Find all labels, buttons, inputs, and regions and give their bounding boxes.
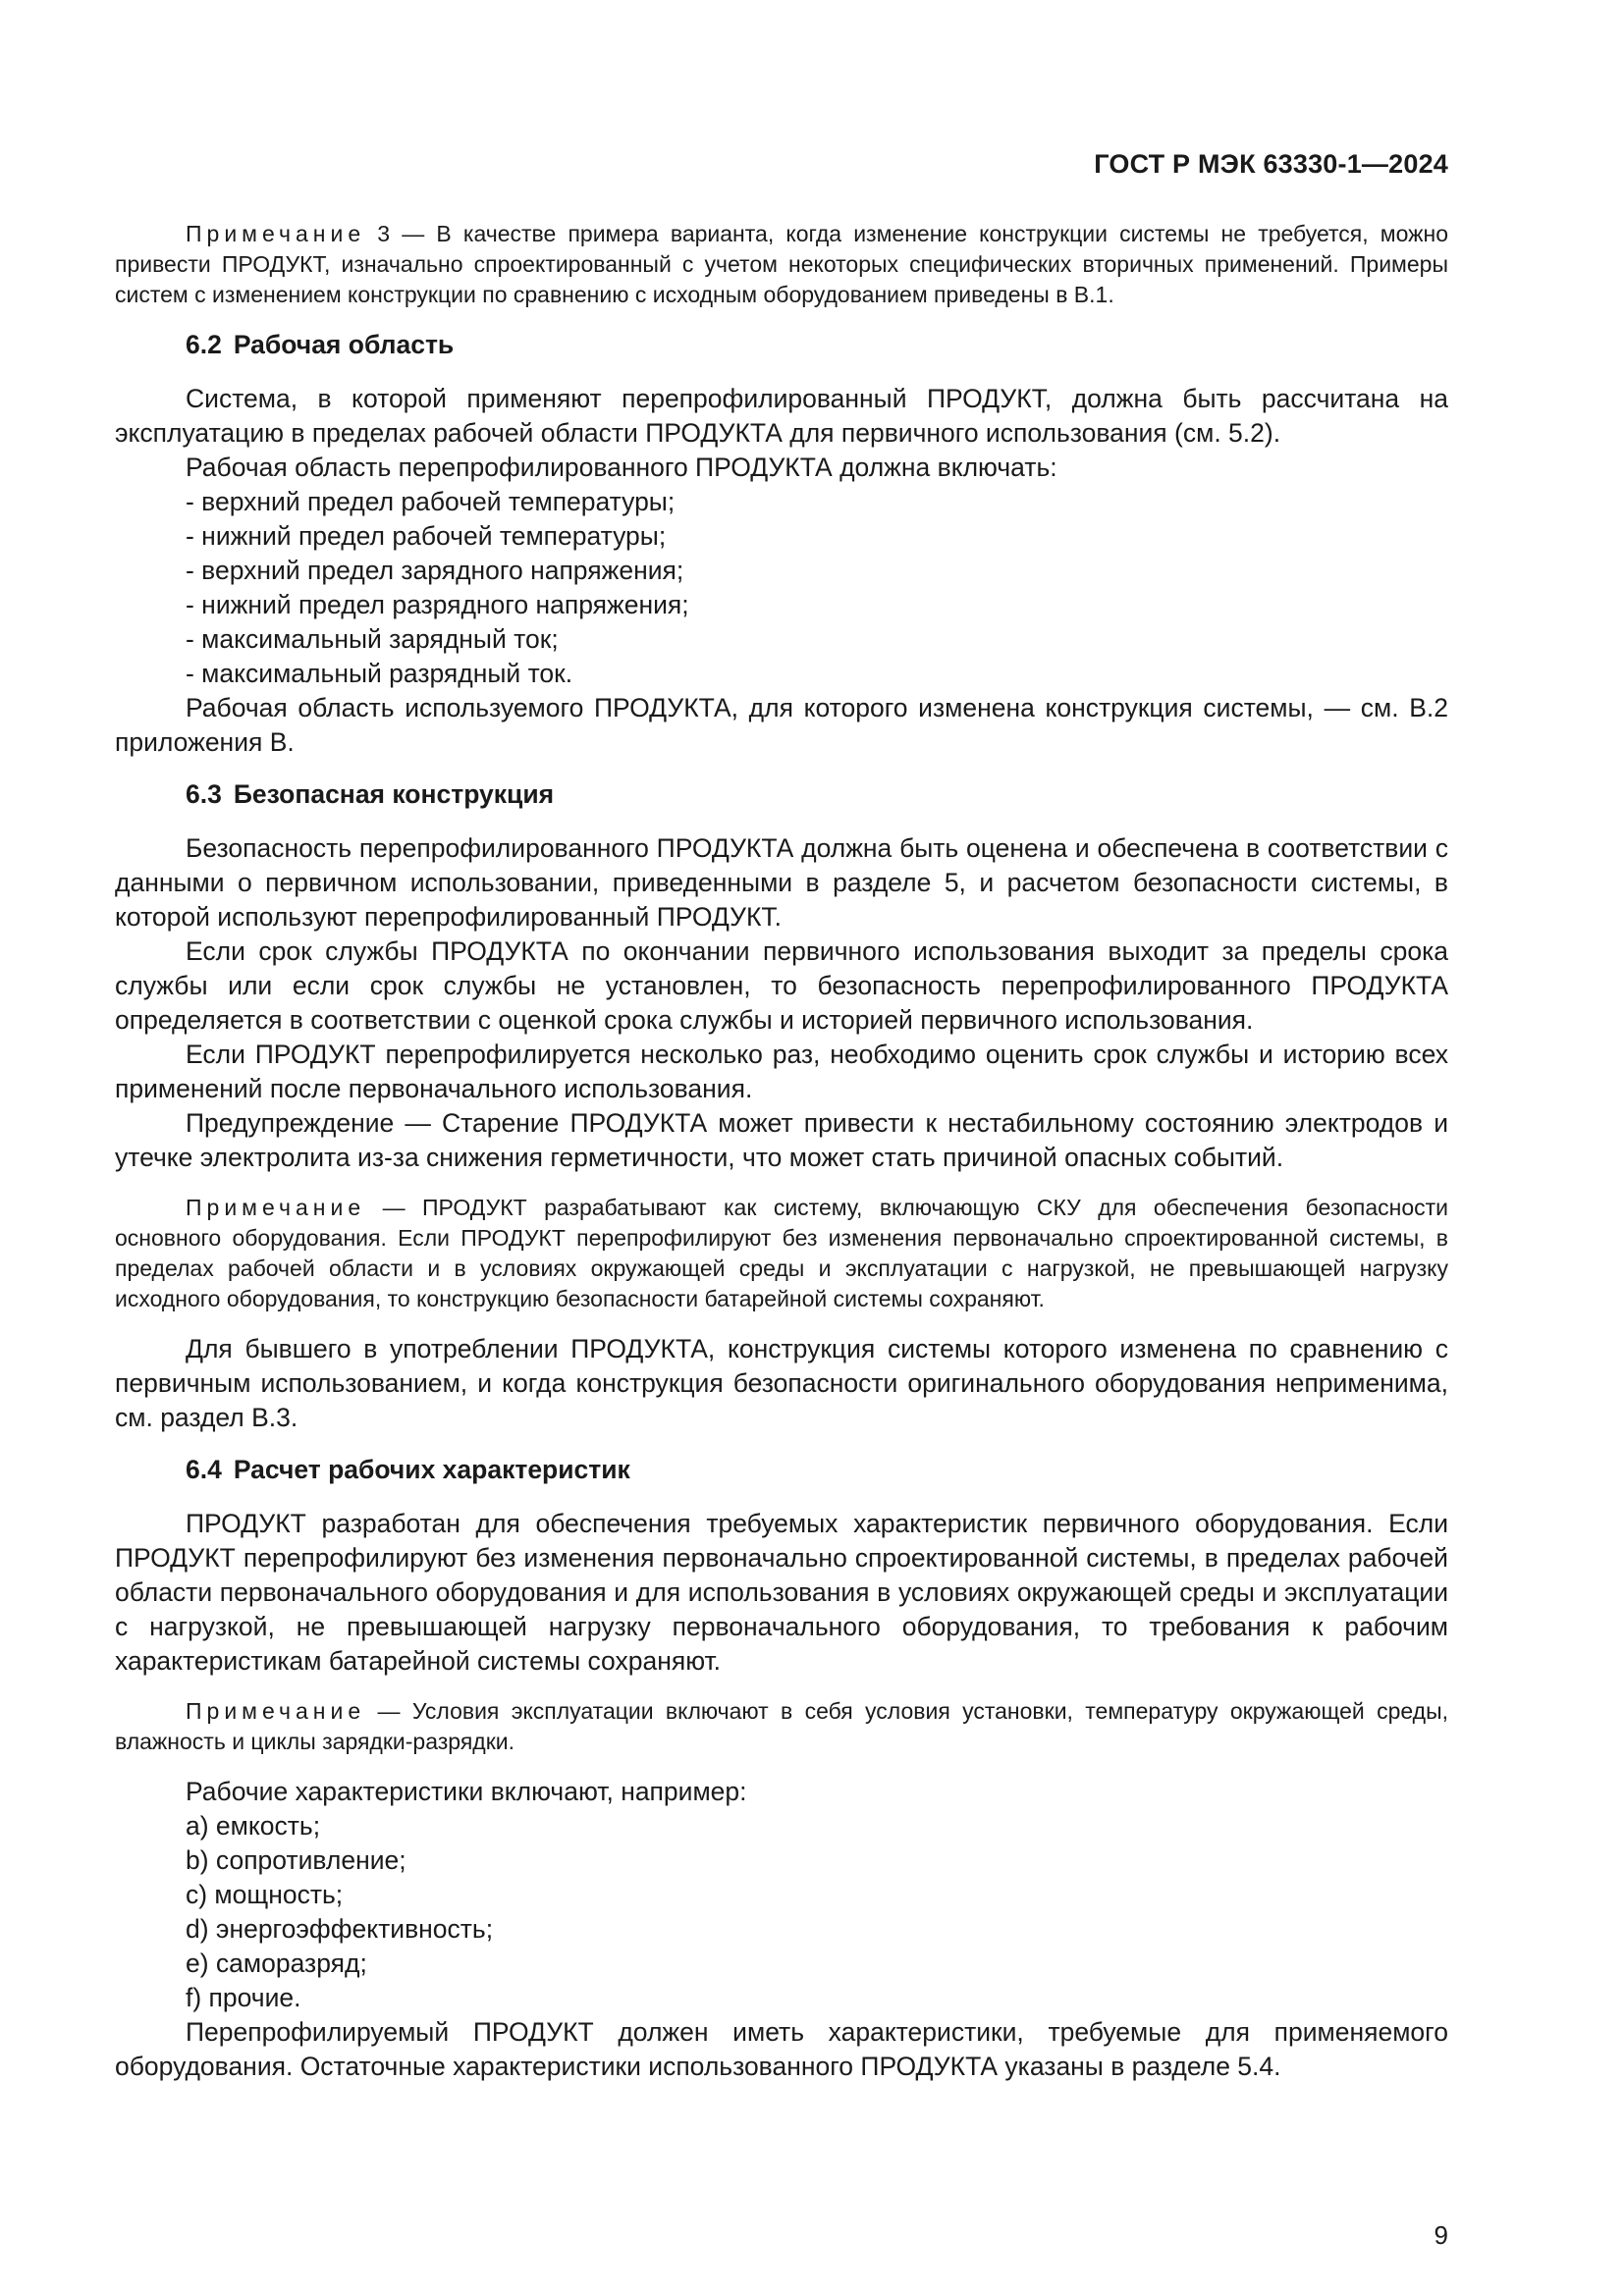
section-title: Безопасная конструкция xyxy=(233,779,555,809)
list-item: e) саморазряд; xyxy=(186,1949,367,1978)
section-title: Рабочая область xyxy=(233,330,455,359)
paragraph: Рабочая область перепрофилированного ПРОДУКТА должна включать: xyxy=(186,453,1057,482)
warning-paragraph: Предупреждение — Старение ПРОДУКТА может привести к нестабильному состоянию электродов и утечке электролита из-за снижения герметичности, что может стать причиной опасных событий. xyxy=(115,1108,1448,1172)
list-item: - нижний предел разрядного напряжения; xyxy=(186,590,689,619)
note-label: Примечание xyxy=(186,221,366,246)
document-body xyxy=(115,219,1448,2084)
section-heading-6-4 xyxy=(115,1453,1448,1487)
section-number: 6.4 xyxy=(186,1455,222,1484)
list-item: - нижний предел рабочей температуры; xyxy=(186,521,667,551)
paragraph: ПРОДУКТ разработан для обеспечения требуемых характеристик первичного оборудования. Если ПРОДУКТ перепрофилируют без изменения первоначально спроектированной системы, в пределах рабочей области первоначального оборудования и для использования в условиях окружающей среды и эксплуатации с нагрузкой, не превышающей нагрузку первоначального оборудования, то требования к рабочим характеристикам батарейной системы сохраняют. xyxy=(115,1509,1448,1676)
list-item: - верхний предел зарядного напряжения; xyxy=(186,556,684,585)
paragraph: Рабочие характеристики включают, например: xyxy=(186,1777,747,1806)
note xyxy=(115,1696,1448,1757)
list-item: f) прочие. xyxy=(186,1983,301,2012)
list-item: b) сопротивление; xyxy=(186,1845,406,1875)
section-title: Расчет рабочих характеристик xyxy=(233,1455,630,1484)
page-number: 9 xyxy=(1434,2220,1448,2250)
section-heading-6-3 xyxy=(115,777,1448,812)
paragraph: Для бывшего в употреблении ПРОДУКТА, конструкция системы которого изменена по сравнению с первичным использованием, и когда конструкция безопасности оригинального оборудования неприменима, см. раздел В.3. xyxy=(115,1334,1448,1432)
paragraph: Безопасность перепрофилированного ПРОДУКТА должна быть оценена и обеспечена в соответствии с данными о первичном использовании, приведенными в разделе 5, и расчетом безопасности системы, в которой используют перепрофилированный ПРОДУКТ. xyxy=(115,833,1448,932)
note xyxy=(115,1193,1448,1314)
paragraph: Перепрофилируемый ПРОДУКТ должен иметь характеристики, требуемые для применяемого оборудования. Остаточные характеристики использованного ПРОДУКТА указаны в разделе 5.4. xyxy=(115,2017,1448,2081)
note-text: — Условия эксплуатации включают в себя условия установки, температуру окружающей среды, влажность и циклы зарядки-разрядки. xyxy=(115,1698,1449,1754)
note-text: — ПРОДУКТ разрабатывают как систему, включающую СКУ для обеспечения безопасности основного оборудования. Если ПРОДУКТ перепрофилируют без изменения первоначально спроектированной системы, в пределах рабочей области и в условиях окружающей среды и эксплуатации с нагрузкой, не превышающей нагрузку исходного оборудования, то конструкцию безопасности батарейной системы сохраняют. xyxy=(115,1195,1449,1311)
section-heading-6-2 xyxy=(115,328,1448,362)
list-item: - максимальный зарядный ток; xyxy=(186,624,559,654)
list-item: - верхний предел рабочей температуры; xyxy=(186,487,676,516)
list-item: d) энергоэффективность; xyxy=(186,1914,494,1944)
list-item: a) емкость; xyxy=(186,1811,321,1841)
document-header: ГОСТ Р МЭК 63330-1—2024 xyxy=(1094,149,1448,179)
paragraph: Если срок службы ПРОДУКТА по окончании первичного использования выходит за пределы срока службы или если срок службы не установлен, то безопасность перепрофилированного ПРОДУКТА определяется в соответствии с оценкой срока службы и историей первичного использования. xyxy=(115,936,1448,1035)
document-page xyxy=(115,0,1448,2296)
paragraph: Рабочая область используемого ПРОДУКТА, для которого изменена конструкция системы, — см. В.2 приложения В. xyxy=(115,693,1448,757)
section-number: 6.2 xyxy=(186,330,222,359)
note-label: Примечание xyxy=(186,1195,366,1220)
note-3 xyxy=(115,219,1448,310)
paragraph: Система, в которой применяют перепрофилированный ПРОДУКТ, должна быть рассчитана на эксплуатацию в пределах рабочей области ПРОДУКТА для первичного использования (см. 5.2). xyxy=(115,384,1448,448)
section-number: 6.3 xyxy=(186,779,222,809)
note-label: Примечание xyxy=(186,1698,366,1724)
list-item: c) мощность; xyxy=(186,1880,344,1909)
paragraph: Если ПРОДУКТ перепрофилируется несколько раз, необходимо оценить срок службы и историю всех применений после первоначального использования. xyxy=(115,1040,1448,1103)
list-item: - максимальный разрядный ток. xyxy=(186,659,573,688)
note-text: 3 — В качестве примера варианта, когда изменение конструкции системы не требуется, можно привести ПРОДУКТ, изначально спроектированный с учетом некоторых специфических вторичных применений. Примеры систем с изменением конструкции по сравнению с исходным оборудованием приведены в В.1. xyxy=(115,221,1448,307)
